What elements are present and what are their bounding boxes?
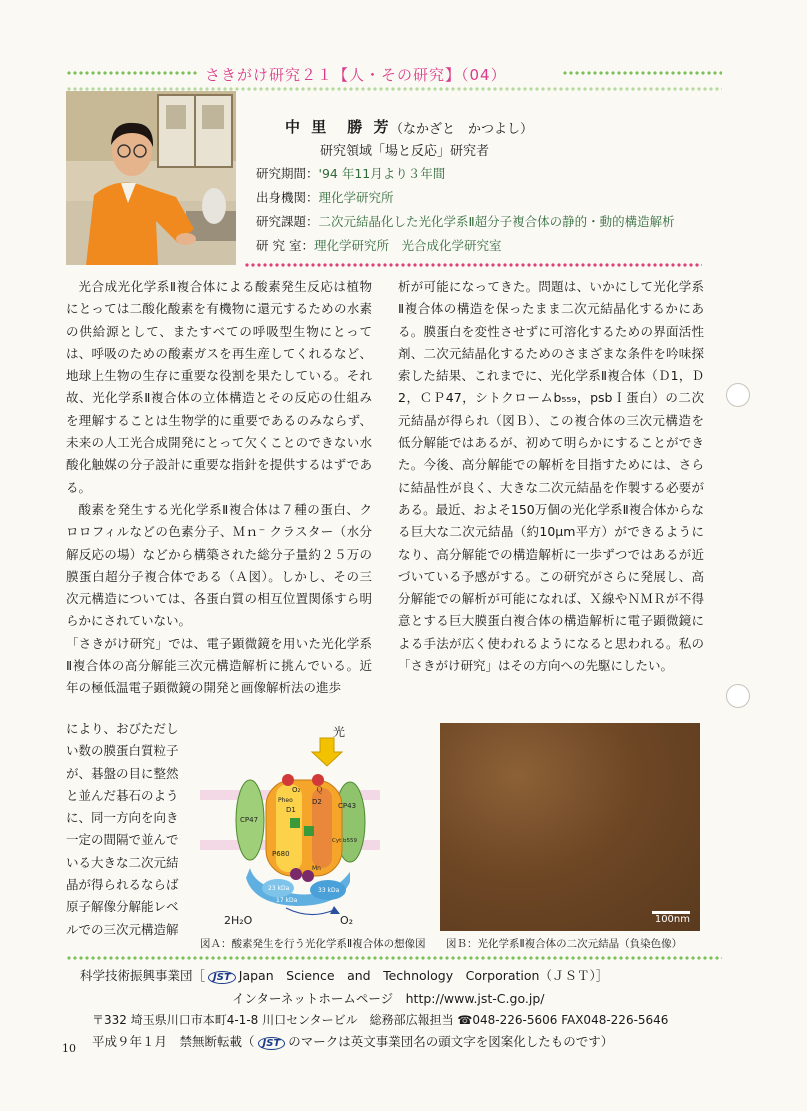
top-dotted-rule-left [66, 70, 198, 76]
top-dotted-rule-right [562, 70, 722, 76]
researcher-name-reading: （なかざと かつよし） [390, 122, 534, 137]
footer-notice [92, 1032, 613, 1050]
footer-org [80, 966, 608, 984]
info-label: 出身機関： [256, 190, 319, 205]
reaction-arrowhead-icon [330, 906, 340, 914]
body-paragraph: 「さきがけ研究」では、電子顕微鏡を用いた光化学系Ⅱ複合体の高分解能三次元構造解析に挑んでいる。近年の極低温電子顕微鏡の開発と画像解析法の進歩 [66, 635, 372, 696]
p680-marker [304, 826, 314, 836]
label-d1: D1 [286, 806, 296, 814]
researcher-name: 中 里 勝 芳 [285, 118, 392, 136]
body-column-left [66, 276, 372, 700]
footer-address: 〒332 埼玉県川口市本町4-1-8 川口センタービル 総務部広報担当 ☎048-226-5606 FAX048-226-5646 [92, 1013, 669, 1027]
label-q: Ｑ [316, 786, 323, 794]
footer-notice-suffix: のマークは英文事業団名の頭文字を図案化したものです） [288, 1034, 614, 1049]
label-cp43: CP43 [338, 802, 357, 810]
footer-notice-prefix: 平成９年１月 禁無断転載（ [92, 1034, 255, 1049]
label-pheo: Pheo [278, 797, 293, 804]
body-paragraph: 光合成光化学系Ⅱ複合体による酸素発生反応は植物にとっては二酸化酸素を有機物に還元するための水素の供給源として、またすべての呼吸型生物にとっては、呼吸のための酸素ガスを再生産してくれるなど、地球上生物の生存に重要な役割を果たしている。それ故、光化学系Ⅱ複合体の立体構造とその反応の仕組みを理解することは生物学的に重要であるのみならず、未来の人工光合成開発にとって欠くことのできない水酸化触媒の分子設計に重要な指針を提供するはずである。 [66, 279, 372, 495]
label-o2: O₂ [292, 786, 301, 794]
body-paragraph: 酸素を発生する光化学系Ⅱ複合体は７種の蛋白、クロロフィルなどの色素分子、Ｍｎ⁻ クラスター（水分解反応の場）などから構築された総分子量約２５万の膜蛋白超分子複合体である（Ａ図）。しかし、その三次元構造については、各蛋白質の相互位置関係すら明らかにされていない。 [66, 501, 372, 629]
info-label: 研究期間： [256, 166, 319, 181]
o2-product-label: O₂ [340, 914, 354, 927]
p680-marker [290, 818, 300, 828]
info-origin [256, 188, 394, 206]
o2-molecule [282, 774, 294, 786]
info-label: 研究課題： [256, 214, 319, 229]
footer-org-name: 科学技術振興事業団［ [80, 968, 206, 983]
h2o-label: 2H₂O [224, 914, 253, 927]
figure-b-caption: 図Ｂ：光化学系Ⅱ複合体の二次元結晶（負染色像） [446, 938, 683, 950]
info-topic [256, 212, 675, 230]
jst-logo-icon: JST [258, 1037, 286, 1050]
binder-hole [726, 383, 750, 407]
label-cp47: CP47 [240, 816, 259, 824]
figure-a-diagram [200, 722, 380, 932]
figure-b-micrograph [440, 723, 700, 931]
info-lab [256, 236, 501, 254]
info-value: '94 年11月より３年間 [318, 166, 446, 181]
figure-a-caption: 図Ａ：酸素発生を行う光化学系Ⅱ複合体の想像図 [200, 938, 426, 950]
scale-bar-label: 100nm [654, 914, 690, 925]
info-period [256, 164, 445, 182]
series-title: さきがけ研究２１【人・その研究】（04） [205, 66, 507, 84]
o2-molecule [312, 774, 324, 786]
label-d2: D2 [312, 798, 322, 806]
binder-hole [726, 684, 750, 708]
reaction-arrow-icon [286, 908, 334, 915]
info-value: 理化学研究所 光合成化学研究室 [313, 238, 502, 253]
light-arrow-icon [312, 738, 342, 766]
label-p680: P680 [272, 850, 290, 858]
body-paragraph: 析が可能になってきた。問題は、いかにして光化学系Ⅱ複合体の構造を保ったまま二次元結晶化するかにある。膜蛋白を変性させずに可溶化するための界面活性剤、二次元結晶化するためのさまざまな条件を吟味探索した結果、これまでに、光化学系Ⅱ複合体（Ｄ1，Ｄ2，ＣＰ47，シトクロームb₅₅₉，psbＩ蛋白）の二次元結晶が得られ（図Ｂ）、この複合体の三次元構造を低分解能ではあるが、初めて明らかにすることができた。今後、高分解能での解析を目指すためには、さらに結晶性が良く、大きな二次元結晶を作製する必要がある。最近、およそ150万個の光化学系Ⅱ複合体からなる巨大な二次元結晶（約10μm平方）ができるようになり、高分解能での構造解析に一歩ずつではあるが近づいている予感がする。この研究がさらに発展し、高分解能での解析が可能になれば、Ｘ線やＮＭＲが不得意とする巨大膜蛋白複合体の構造解析に電子顕微鏡による手法が広く使われるようになると思われる。私の「さきがけ研究」はその方向への先駆にしたい。 [398, 279, 704, 674]
research-field: 研究領域「場と反応」研究者 [320, 144, 490, 159]
mn-cluster [290, 868, 302, 880]
body-column-right [398, 276, 704, 677]
info-label: 研 究 室： [256, 238, 314, 253]
label-mn: Mn [312, 865, 321, 872]
info-value: 理化学研究所 [318, 190, 394, 205]
footer-org-english: Japan Science and Technology Corporation（ＪＳＴ）］ [238, 968, 609, 983]
body-wrap-text: により、おびただしい数の膜蛋白質粒子が、碁盤の目に整然と並んだ碁石のように、同一方向を向き一定の間隔で並んでいる大きな二次元結晶が得られるならば原子解像分解能レベルでの三次元構造解 [66, 721, 179, 937]
info-value: 二次元結晶化した光化学系Ⅱ超分子複合体の静的・動的構造解析 [318, 214, 675, 229]
header-pink-rule [244, 262, 702, 268]
researcher-photo [66, 91, 236, 265]
figure-a-light-label: 光 [333, 725, 346, 739]
page-number: 10 [62, 1042, 76, 1055]
jst-logo-icon: JST [208, 971, 236, 984]
label-17kda: 17 kDa [276, 897, 298, 904]
footer-dotted-rule [66, 955, 722, 961]
label-33kda: 33 kDa [318, 887, 340, 894]
label-23kda: 23 kDa [268, 885, 290, 892]
label-cyt-b559: Cyt b559 [332, 838, 357, 844]
scale-bar [652, 911, 690, 925]
footer-homepage: インターネットホームページ http://www.jst-C.go.jp/ [232, 991, 545, 1006]
